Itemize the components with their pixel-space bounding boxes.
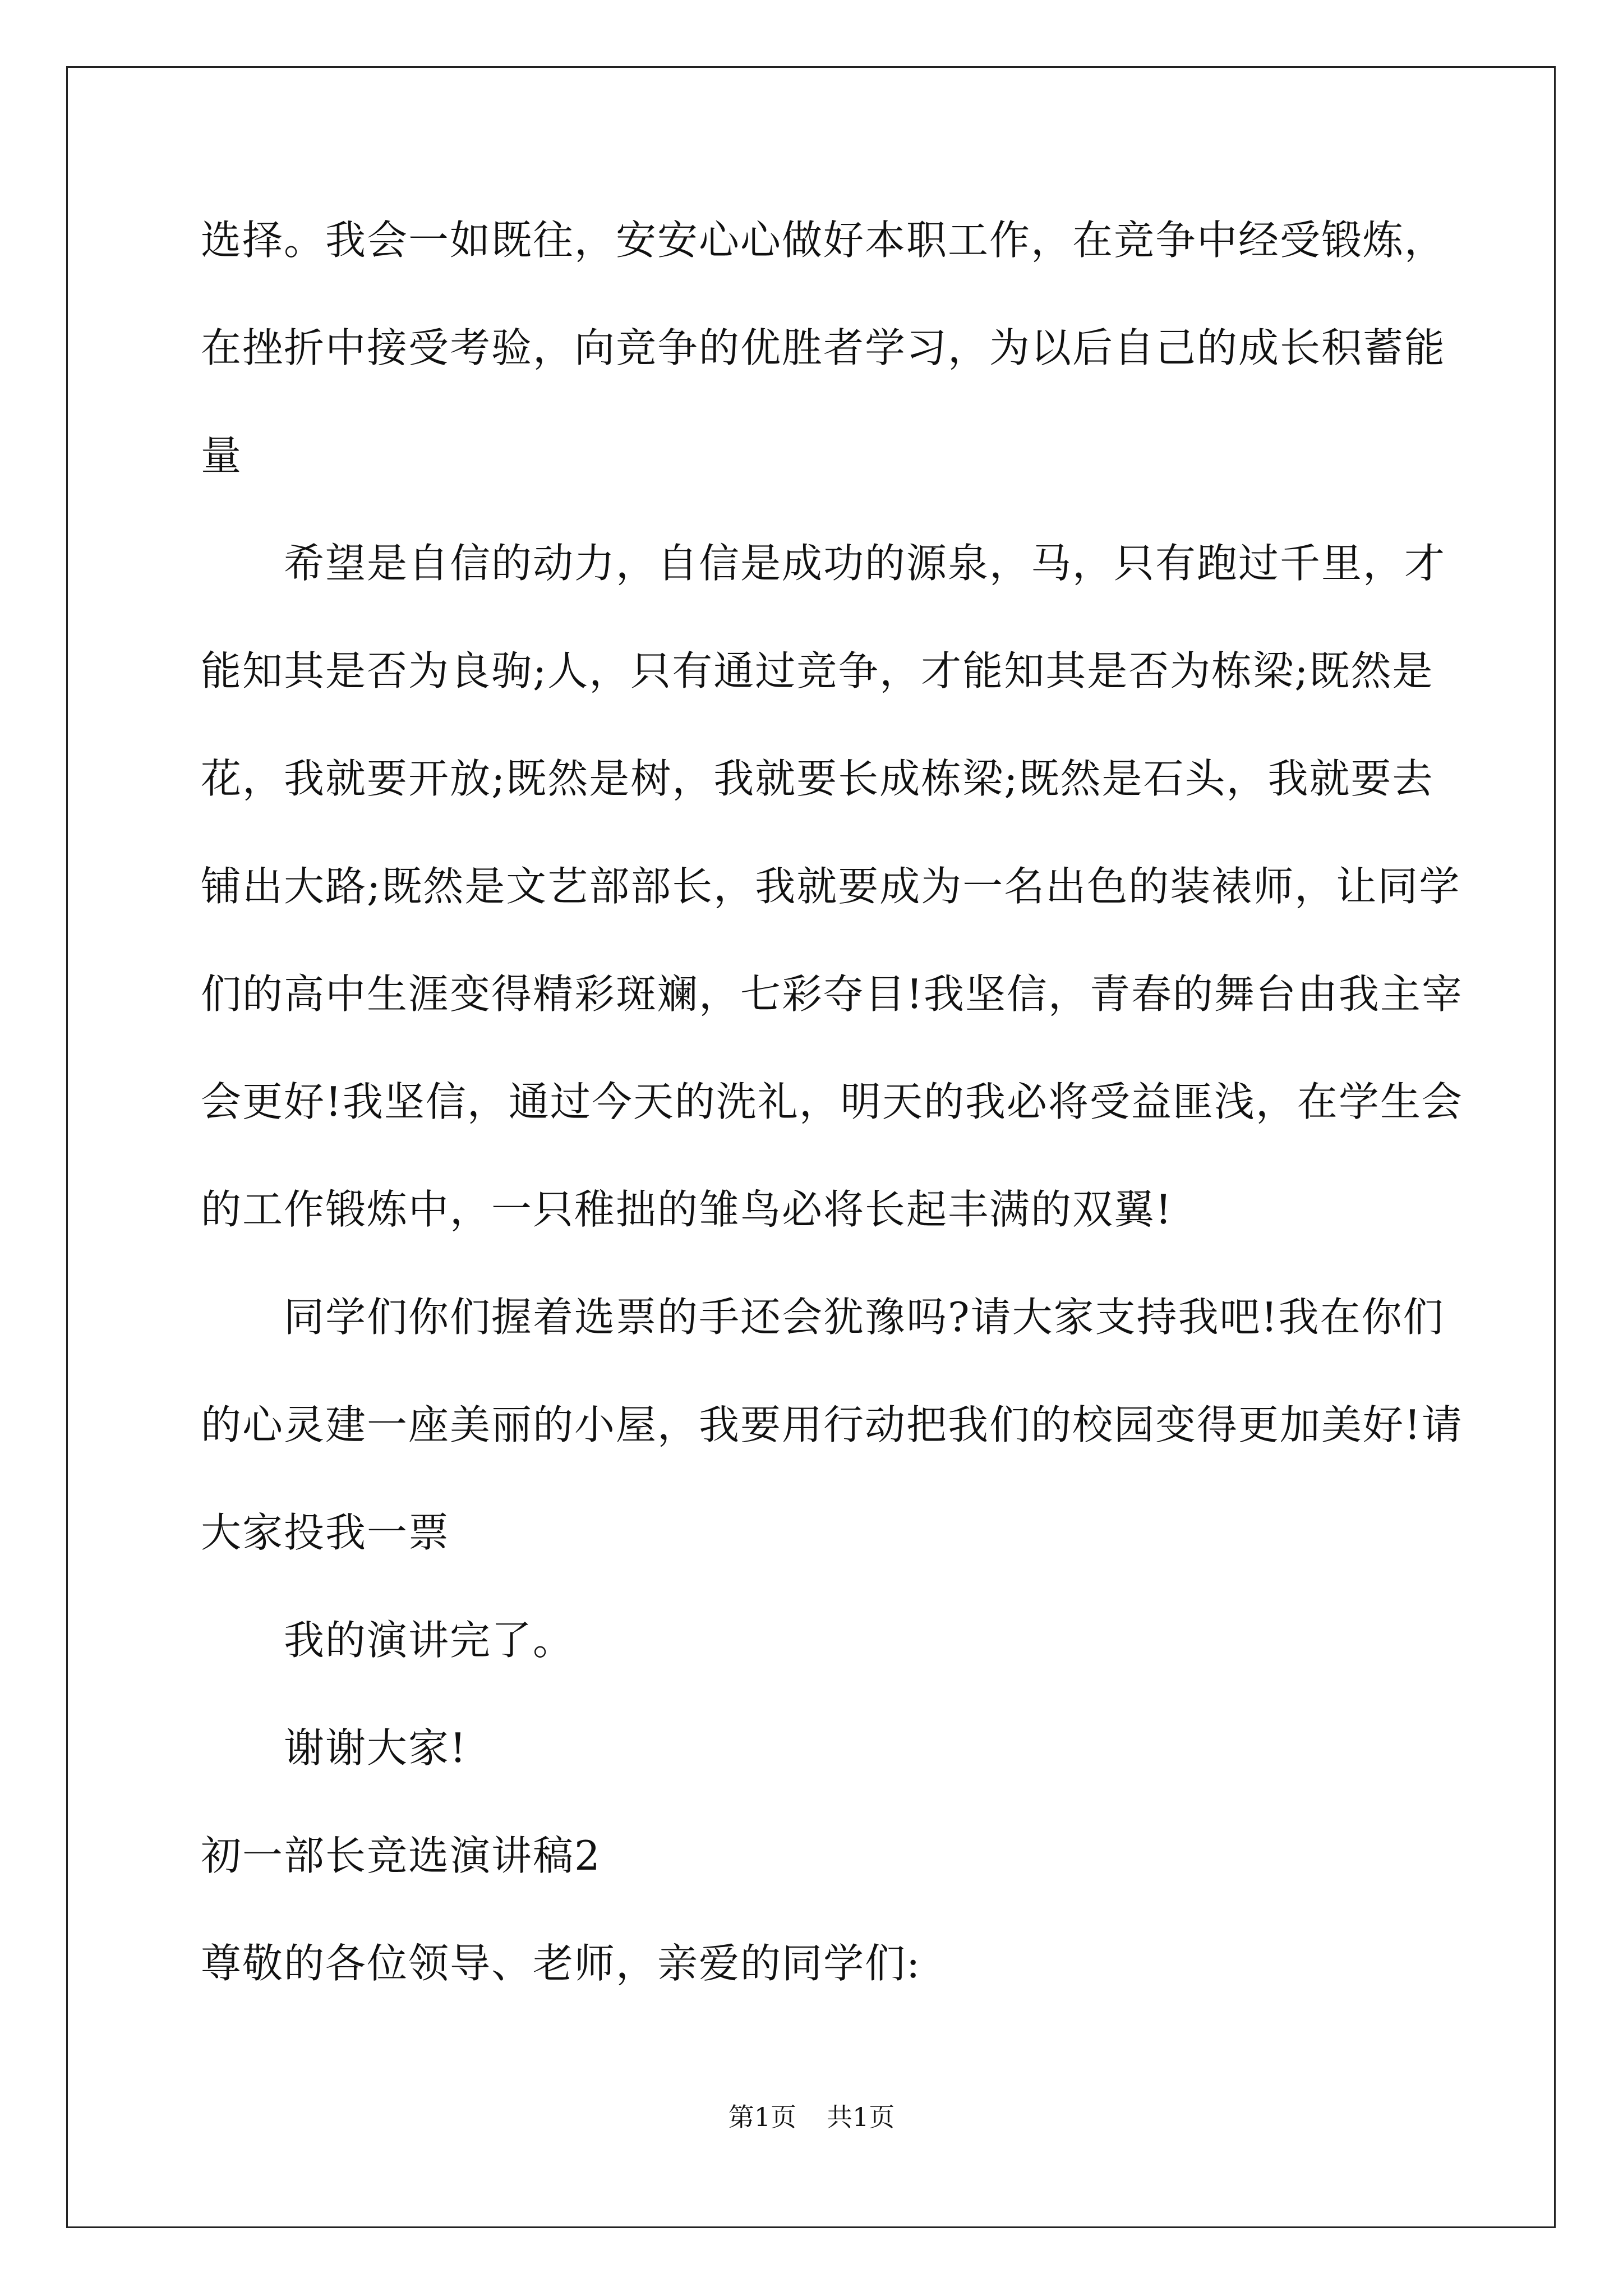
text-line: 量 xyxy=(201,432,243,479)
text-line: 能知其是否为良驹;人，只有通过竞争，才能知其是否为栋梁;既然是 xyxy=(201,647,1434,694)
page-number: 第1页 xyxy=(728,2102,796,2132)
text-line: 同学们你们握着选票的手还会犹豫吗?请大家支持我吧!我在你们 xyxy=(284,1294,1445,1341)
text-line: 花，我就要开放;既然是树，我就要长成栋梁;既然是石头，我就要去 xyxy=(201,755,1434,802)
paragraph-3-cont xyxy=(201,1398,1463,1559)
paragraph-5 xyxy=(201,1721,1423,1775)
page-total: 共1页 xyxy=(827,2102,895,2132)
document-body xyxy=(201,213,1463,1990)
paragraph-2-cont xyxy=(201,644,1463,1236)
text-line: 大家投我一票 xyxy=(201,1509,450,1556)
paragraph-2 xyxy=(201,536,1446,590)
section-heading xyxy=(201,1829,1423,1883)
text-line: 们的高中生涯变得精彩斑斓，七彩夺目!我坚信，青春的舞台由我主宰 xyxy=(201,970,1463,1018)
text-line: 铺出大路;既然是文艺部部长，我就要成为一名出色的装裱师，让同学 xyxy=(201,863,1461,910)
paragraph-4 xyxy=(201,1613,1423,1667)
text-line: 谢谢大家! xyxy=(284,1724,467,1772)
paragraph-1 xyxy=(201,213,1446,482)
text-line: 在挫折中接受考验，向竞争的优胜者学习，为以后自己的成长积蓄能 xyxy=(201,324,1446,371)
text-line: 的工作锻炼中，一只稚拙的雏鸟必将长起丰满的双翼! xyxy=(201,1186,1173,1233)
heading-line: 初一部长竞选演讲稿2 xyxy=(201,1832,601,1879)
text-line: 希望是自信的动力，自信是成功的源泉，马，只有跑过千里，才 xyxy=(284,540,1446,587)
text-line: 的心灵建一座美丽的小屋，我要用行动把我们的校园变得更加美好!请 xyxy=(201,1401,1463,1448)
text-line: 选择。我会一如既往，安安心心做好本职工作，在竞争中经受锻炼， xyxy=(201,217,1446,264)
text-line: 尊敬的各位领导、老师，亲爱的同学们: xyxy=(201,1940,921,1987)
page-footer xyxy=(0,2100,1623,2134)
text-line: 我的演讲完了。 xyxy=(284,1617,575,1664)
salutation xyxy=(201,1936,1423,1990)
paragraph-3 xyxy=(201,1290,1445,1344)
text-line: 会更好!我坚信，通过今天的洗礼，明天的我必将受益匪浅，在学生会 xyxy=(201,1078,1463,1125)
